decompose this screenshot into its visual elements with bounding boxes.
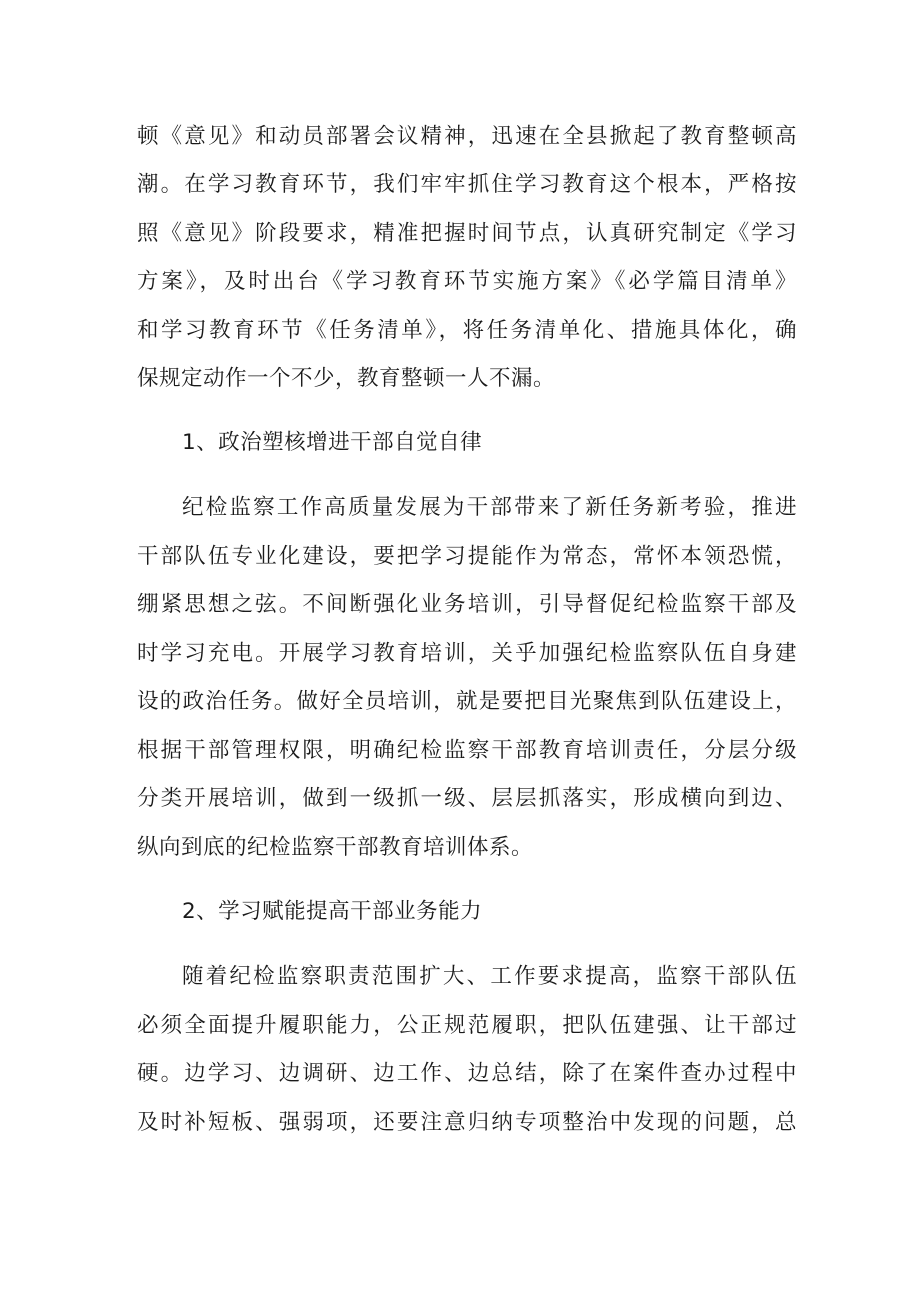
paragraph-2-line-8: 纵向到底的纪检监察干部教育培训体系。 [137,835,534,860]
paragraph-2-line-2: 干部队伍专业化建设，要把学习提能作为常态，常怀本领恐慌， [137,544,797,569]
paragraph-3-line-3: 硬。边学习、边调研、边工作、边总结，除了在案件查办过程中 [137,1061,797,1086]
paragraph-3-line-4: 及时补短板、强弱项，还要注意归纳专项整治中发现的问题，总 [137,1110,797,1135]
paragraph-2-line-3: 绷紧思想之弦。不间断强化业务培训，引导督促纪检监察干部及 [137,592,797,617]
paragraph-2-line-6: 根据干部管理权限，明确纪检监察干部教育培训责任，分层分级 [137,738,797,763]
paragraph-1-line-5: 和学习教育环节《任务清单》，将任务清单化、措施具体化，确 [137,318,797,343]
paragraph-2-line-5: 设的政治任务。做好全员培训，就是要把目光聚焦到队伍建设上， [137,689,797,714]
section-heading-2: 2、学习赋能提高干部业务能力 [182,899,483,924]
section-heading-1: 1、政治塑核增进干部自觉自律 [182,430,483,455]
paragraph-1-line-4: 方案》，及时出台《学习教育环节实施方案》《必学篇目清单》 [137,269,797,294]
paragraph-2-line-4: 时学习充电。开展学习教育培训，关乎加强纪检监察队伍自身建 [137,641,797,666]
paragraph-1-line-3: 照《意见》阶段要求，精准把握时间节点，认真研究制定《学习 [137,221,797,246]
paragraph-3-line-1: 随着纪检监察职责范围扩大、工作要求提高，监察干部队伍 [182,964,797,989]
paragraph-2-line-7: 分类开展培训，做到一级抓一级、层层抓落实，形成横向到边、 [137,786,797,811]
paragraph-1-line-6: 保规定动作一个不少，教育整顿一人不漏。 [137,366,556,391]
paragraph-1-line-1: 顿《意见》和动员部署会议精神，迅速在全县掀起了教育整顿高 [137,124,797,149]
paragraph-2-line-1: 纪检监察工作高质量发展为干部带来了新任务新考验，推进 [182,495,797,520]
paragraph-3-line-2: 必须全面提升履职能力，公正规范履职，把队伍建强、让干部过 [137,1013,797,1038]
paragraph-1-line-2: 潮。在学习教育环节，我们牢牢抓住学习教育这个根本，严格按 [137,172,797,197]
